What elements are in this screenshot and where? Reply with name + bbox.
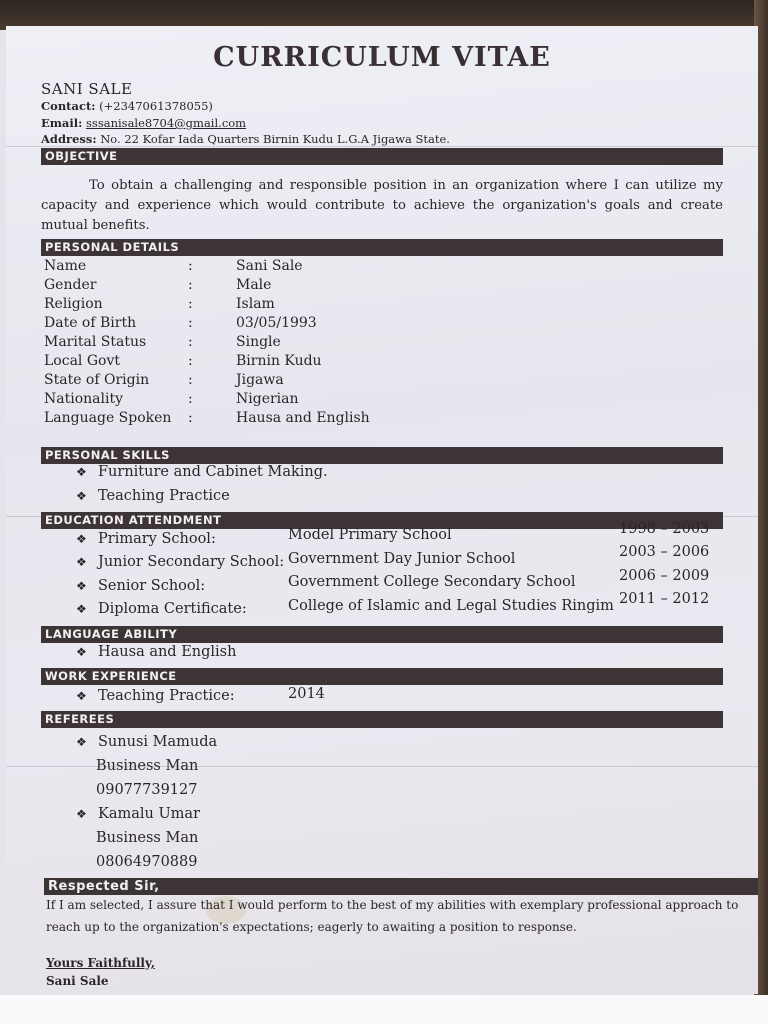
- education-years: 2011 – 2012: [619, 591, 710, 607]
- phone-label: Contact:: [41, 99, 96, 113]
- detail-value: Male: [236, 277, 272, 293]
- education-institution: Government Day Junior School: [288, 551, 516, 567]
- detail-label: Nationality: [44, 391, 123, 407]
- bullet-icon: ❖: [76, 579, 87, 593]
- work-role: Teaching Practice:: [98, 688, 235, 704]
- detail-label: Date of Birth: [44, 315, 137, 331]
- referee-name: Sunusi Mamuda: [98, 734, 218, 750]
- section-header-work: WORK EXPERIENCE: [41, 668, 723, 685]
- section-header-referees: REFEREES: [41, 711, 723, 728]
- phone-value: (+2347061378055): [99, 99, 213, 113]
- education-years: 1998 – 2003: [619, 521, 710, 537]
- work-year: 2014: [288, 686, 325, 702]
- signature-name: Sani Sale: [46, 974, 109, 988]
- referee-name-row: [76, 734, 217, 750]
- bullet-icon: ❖: [76, 489, 87, 503]
- detail-colon: :: [188, 258, 193, 274]
- contact-phone-line: [41, 99, 213, 113]
- education-level-text: Primary School:: [98, 531, 216, 547]
- paper-fold: [6, 146, 758, 147]
- education-level: [76, 578, 205, 594]
- detail-colon: :: [188, 315, 193, 331]
- section-header-respected: Respected Sir,: [44, 878, 758, 895]
- referee-name: Kamalu Umar: [98, 806, 201, 822]
- referee-phone: 09077739127: [96, 782, 198, 798]
- detail-colon: :: [188, 372, 193, 388]
- detail-label: Local Govt: [44, 353, 120, 369]
- detail-colon: :: [188, 410, 193, 426]
- detail-colon: :: [188, 296, 193, 312]
- detail-label: Religion: [44, 296, 103, 312]
- bullet-icon: ❖: [76, 465, 87, 479]
- detail-value: Hausa and English: [236, 410, 370, 426]
- referee-name-row: [76, 806, 200, 822]
- skill-text: Teaching Practice: [98, 488, 230, 504]
- detail-colon: :: [188, 353, 193, 369]
- email-link[interactable]: sssanisale8704@gmail.com: [86, 116, 247, 130]
- bullet-icon: ❖: [76, 555, 87, 569]
- address-label: Address:: [41, 132, 97, 146]
- detail-value: Nigerian: [236, 391, 299, 407]
- education-institution: Model Primary School: [288, 527, 452, 543]
- language-text: Hausa and English: [98, 644, 237, 660]
- detail-colon: :: [188, 334, 193, 350]
- section-header-personal-details: PERSONAL DETAILS: [41, 239, 723, 256]
- detail-label: Name: [44, 258, 87, 274]
- applicant-name: SANI SALE: [41, 80, 133, 98]
- detail-value: Sani Sale: [236, 258, 303, 274]
- detail-value: Islam: [236, 296, 275, 312]
- detail-value: Jigawa: [236, 372, 284, 388]
- referee-occupation: Business Man: [96, 830, 199, 846]
- section-header-language: LANGUAGE ABILITY: [41, 626, 723, 643]
- section-header-personal-skills: PERSONAL SKILLS: [41, 447, 723, 464]
- detail-colon: :: [188, 277, 193, 293]
- email-label: Email:: [41, 116, 83, 130]
- education-level: [76, 554, 284, 570]
- bullet-icon: ❖: [76, 689, 87, 703]
- skill-item: [76, 488, 230, 504]
- referee-phone: 08064970889: [96, 854, 198, 870]
- skill-text: Furniture and Cabinet Making.: [98, 464, 328, 480]
- closing-text: If I am selected, I assure that I would perform to the best of my abilities with exemplary professional approach to reach up to the organization's expectations; eagerly to awaiting a position to response.: [46, 898, 739, 934]
- objective-text: To obtain a challenging and responsible position in an organization where I can utilize my capacity and experience which would contribute to achieve the organization's goals and create mutual benefits.: [41, 178, 723, 233]
- detail-label: State of Origin: [44, 372, 150, 388]
- work-item: [76, 688, 235, 704]
- detail-label: Language Spoken: [44, 410, 172, 426]
- detail-value: 03/05/1993: [236, 315, 317, 331]
- language-item: [76, 644, 236, 660]
- detail-label: Marital Status: [44, 334, 147, 350]
- education-level: [76, 531, 216, 547]
- section-header-objective: OBJECTIVE: [41, 148, 723, 165]
- backdrop-bottom: [0, 995, 768, 1024]
- education-level-text: Diploma Certificate:: [98, 601, 247, 617]
- address-value: No. 22 Kofar Iada Quarters Birnin Kudu L.G.A Jigawa State.: [100, 132, 450, 146]
- bullet-icon: ❖: [76, 645, 87, 659]
- education-years: 2006 – 2009: [619, 568, 710, 584]
- bullet-icon: ❖: [76, 532, 87, 546]
- contact-email-line: [41, 116, 246, 130]
- page-title: CURRICULUM VITAE: [213, 42, 551, 73]
- education-institution: College of Islamic and Legal Studies Ringim: [288, 598, 614, 614]
- bullet-icon: ❖: [76, 807, 87, 821]
- skill-item: [76, 464, 328, 480]
- bullet-icon: ❖: [76, 735, 87, 749]
- detail-value: Single: [236, 334, 281, 350]
- education-institution: Government College Secondary School: [288, 574, 576, 590]
- education-level: [76, 601, 247, 617]
- detail-colon: :: [188, 391, 193, 407]
- sign-off: Yours Faithfully,: [46, 956, 155, 970]
- contact-address-line: [41, 132, 450, 146]
- education-years: 2003 – 2006: [619, 544, 710, 560]
- bullet-icon: ❖: [76, 602, 87, 616]
- section-header-education: EDUCATION ATTENDMENT: [41, 512, 723, 529]
- referee-occupation: Business Man: [96, 758, 199, 774]
- detail-value: Birnin Kudu: [236, 353, 322, 369]
- detail-label: Gender: [44, 277, 97, 293]
- cv-paper: [6, 26, 758, 994]
- education-level-text: Senior School:: [98, 578, 206, 594]
- education-level-text: Junior Secondary School:: [98, 554, 285, 570]
